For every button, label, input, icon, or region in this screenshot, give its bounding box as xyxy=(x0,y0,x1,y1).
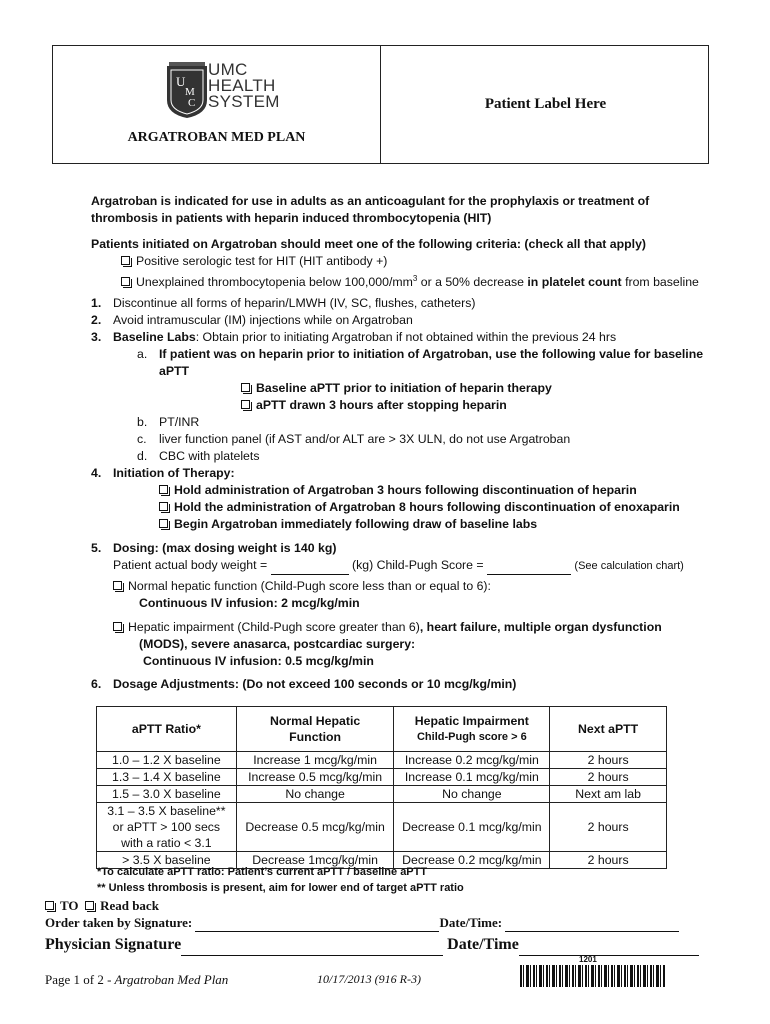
patient-label: Patient Label Here xyxy=(484,96,607,112)
note-ratio: *To calculate aPTT ratio: Patient’s current aPTT / baseline aPTT xyxy=(97,866,428,878)
child-pugh-field[interactable] xyxy=(487,557,571,575)
table-row: 1.5 – 3.0 X baseline No change No change Next am lab xyxy=(97,786,667,803)
step-3: 3. Baseline Labs: Obtain prior to initiating Argatroban if not obtained within the previous 24 hrs xyxy=(91,330,617,344)
header-box xyxy=(52,45,709,164)
table-row: > 3.5 X baseline Decrease 1mcg/kg/min Decrease 0.2 mcg/kg/min 2 hours xyxy=(97,852,667,869)
baseline-option-3hr[interactable]: aPTT drawn 3 hours after stopping heparin xyxy=(91,397,731,414)
org-name-line3: SYSTEM xyxy=(208,92,280,111)
order-datetime-field[interactable] xyxy=(505,914,679,932)
checkbox-icon[interactable] xyxy=(113,622,122,631)
initiation-option-1[interactable]: Hold administration of Argatroban 3 hours following discontinuation of heparin xyxy=(91,482,731,499)
umc-logo xyxy=(163,60,283,120)
org-name-line2: HEALTH xyxy=(208,76,276,95)
step-3d: d. CBC with platelets xyxy=(137,449,260,463)
weight-row: Patient actual body weight = (kg) Child-Pugh Score = (See calculation chart) xyxy=(91,557,741,575)
step-3c: c. liver function panel (if AST and/or ALT are > 3X ULN, do not use Argatroban xyxy=(137,432,571,446)
svg-text:U: U xyxy=(176,74,186,89)
step-5: 5. Dosing: (max dosing weight is 140 kg) xyxy=(91,541,337,555)
checkbox-icon[interactable] xyxy=(159,519,168,528)
svg-text:M: M xyxy=(185,86,195,98)
impairment-cont: (MODS), severe anasarca, postcardiac surgery: xyxy=(139,637,416,651)
normal-hepatic-option[interactable]: Normal hepatic function (Child-Pugh score less than or equal to 6): xyxy=(113,578,491,595)
header-normal-hepatic: Normal Hepatic Function xyxy=(236,707,394,752)
physician-datetime-field[interactable] xyxy=(519,935,699,956)
step-6: 6. Dosage Adjustments: (Do not exceed 100 seconds or 10 mcg/kg/min) xyxy=(91,677,517,691)
checkbox-icon[interactable] xyxy=(85,901,94,910)
checkbox-icon[interactable] xyxy=(121,277,130,286)
order-signature-field[interactable] xyxy=(195,914,439,932)
step-3a: a. If patient was on heparin prior to initiation of Argatroban, use the following value for baseline xyxy=(137,347,704,361)
checkbox-icon[interactable] xyxy=(159,485,168,494)
physician-signature-row: Physician Signature Date/Time xyxy=(45,935,699,956)
impairment-dose: Continuous IV infusion: 0.5 mcg/kg/min xyxy=(143,654,374,668)
criteria-heading: Patients initiated on Argatroban should meet one of the following criteria: (check all that apply) xyxy=(91,237,647,251)
barcode-number: 1201 xyxy=(579,955,597,964)
body-weight-field[interactable] xyxy=(271,557,349,575)
step-4: 4. Initiation of Therapy: xyxy=(91,466,235,480)
table-row: 1.0 – 1.2 X baseline Increase 1 mcg/kg/min Increase 0.2 mcg/kg/min 2 hours xyxy=(97,752,667,769)
intro-line1: Argatroban is indicated for use in adults as an anticoagulant for the prophylaxis or treatment of xyxy=(91,194,650,208)
header-aptt-ratio: aPTT Ratio* xyxy=(97,707,237,752)
step-3b: b. PT/INR xyxy=(137,415,200,429)
criteria-option-thrombocytopenia[interactable]: Unexplained thrombocytopenia below $100,000/mm^3$ or a 50% decrease in platelet count from baseline xyxy=(91,270,699,291)
barcode xyxy=(520,965,666,987)
header-next-aptt: Next aPTT xyxy=(550,707,667,752)
header-hepatic-impairment: Hepatic Impairment Child-Pugh score > 6 xyxy=(394,707,550,752)
readback-option[interactable]: Read back xyxy=(85,898,159,913)
physician-signature-field[interactable] xyxy=(181,935,443,956)
baseline-option-prior[interactable]: Baseline aPTT prior to initiation of heparin therapy xyxy=(91,380,731,397)
checkbox-icon[interactable] xyxy=(241,383,250,392)
criteria-option-hit[interactable]: Positive serologic test for HIT (HIT antibody +) xyxy=(91,253,699,270)
initiation-option-3[interactable]: Begin Argatroban immediately following draw of baseline labs xyxy=(91,516,731,533)
checkbox-icon[interactable] xyxy=(113,581,122,590)
table-row: 1.3 – 1.4 X baseline Increase 0.5 mcg/kg/min Increase 0.1 mcg/kg/min 2 hours xyxy=(97,769,667,786)
initiation-option-2[interactable]: Hold the administration of Argatroban 8 hours following discontinuation of enoxaparin xyxy=(91,499,731,516)
order-taken-row: Order taken by Signature: Date/Time: xyxy=(45,914,679,932)
checkbox-icon[interactable] xyxy=(45,901,54,910)
intro-line2: thrombosis in patients with heparin induced thrombocytopenia (HIT) xyxy=(91,211,492,225)
step-2: 2. Avoid intramuscular (IM) injections while on Argatroban xyxy=(91,313,413,327)
checkbox-icon[interactable] xyxy=(241,400,250,409)
normal-dose: Continuous IV infusion: 2 mcg/kg/min xyxy=(139,596,360,610)
org-name-line1: UMC xyxy=(208,60,248,79)
umc-shield-icon xyxy=(163,60,211,120)
page-footer: Page 1 of 2 - Argatroban Med Plan xyxy=(45,972,229,987)
to-option[interactable]: TO xyxy=(45,898,79,913)
dosage-adjustment-table xyxy=(96,706,667,869)
table-row: 3.1 – 3.5 X baseline** or aPTT > 100 secs with a ratio < 3.1 Decrease 0.5 mcg/kg/min Decrease 0.1 mcg/kg/min 2 hours xyxy=(97,803,667,852)
svg-text:C: C xyxy=(188,97,196,109)
note-thrombosis: ** Unless thrombosis is present, aim for lower end of target aPTT ratio xyxy=(97,882,464,894)
form-title: ARGATROBAN MED PLAN xyxy=(127,130,306,145)
table-header-row xyxy=(97,707,667,752)
checkbox-icon[interactable] xyxy=(121,256,130,265)
revision-date: 10/17/2013 (916 R-3) xyxy=(317,972,421,986)
checkbox-icon[interactable] xyxy=(159,502,168,511)
step-3a-cont: aPTT xyxy=(159,364,190,378)
hepatic-impairment-option[interactable]: Hepatic impairment (Child-Pugh score greater than 6), heart failure, multiple organ dysfunction xyxy=(113,619,662,636)
step-1: 1. Discontinue all forms of heparin/LMWH (IV, SC, flushes, catheters) xyxy=(91,296,476,310)
